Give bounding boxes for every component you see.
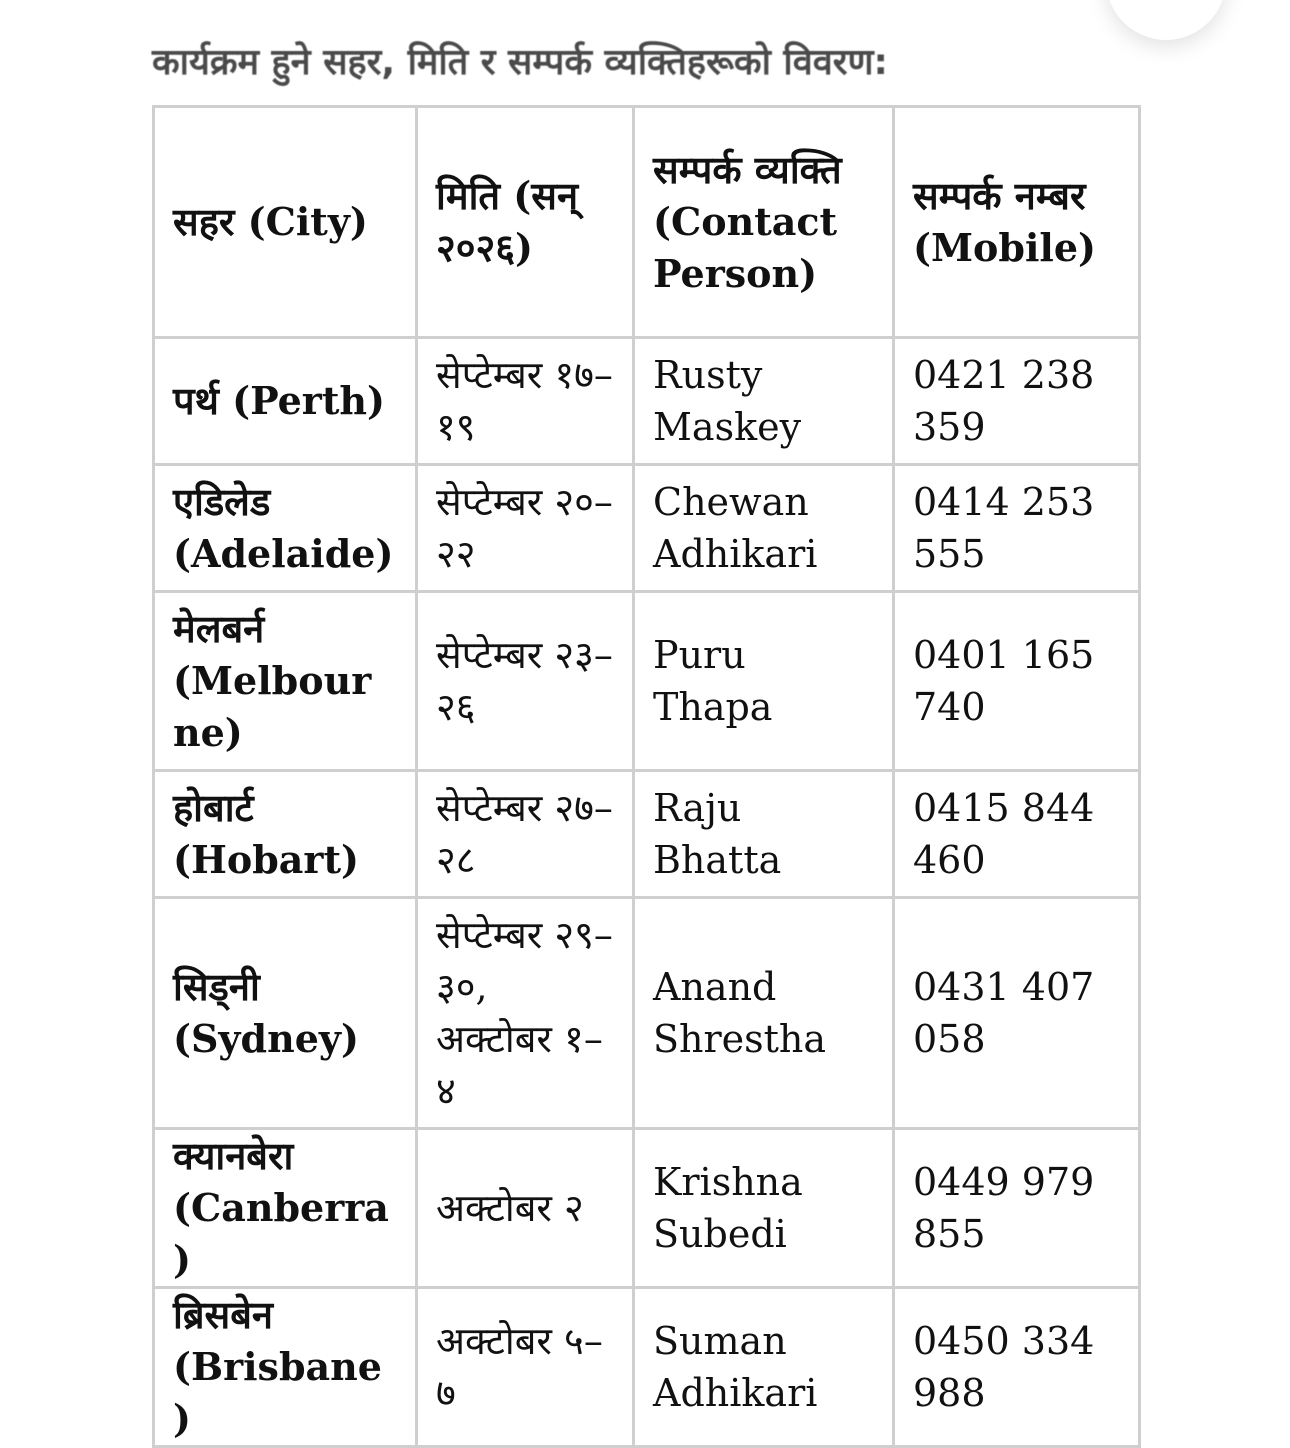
header-date: मिति (सन् २०२६)	[417, 107, 634, 338]
cell-contact: Anand Shrestha	[634, 898, 894, 1129]
cell-contact: Puru Thapa	[634, 592, 894, 771]
table-row	[154, 898, 1140, 1129]
cell-mobile: 0450 334 988	[894, 1288, 1140, 1447]
cell-date: अक्टोबर ५–७	[417, 1288, 634, 1447]
cell-city: एडिलेड (Adelaide)	[154, 465, 417, 592]
cell-mobile: 0401 165 740	[894, 592, 1140, 771]
cell-date: सेप्टेम्बर २३–२६	[417, 592, 634, 771]
cell-city: क्यानबेरा (Canberra)	[154, 1129, 417, 1288]
schedule-table	[152, 105, 1141, 1448]
table-row	[154, 465, 1140, 592]
cell-city: होबार्ट (Hobart)	[154, 771, 417, 898]
table-row	[154, 338, 1140, 465]
cell-date: सेप्टेम्बर २९–३०, अक्टोबर १–४	[417, 898, 634, 1129]
cell-contact: Chewan Adhikari	[634, 465, 894, 592]
header-mobile: सम्पर्क नम्बर (Mobile)	[894, 107, 1140, 338]
table-row	[154, 771, 1140, 898]
cell-contact: Suman Adhikari	[634, 1288, 894, 1447]
header-city: सहर (City)	[154, 107, 417, 338]
cell-date: अक्टोबर २	[417, 1129, 634, 1288]
cell-mobile: 0415 844 460	[894, 771, 1140, 898]
table-row	[154, 592, 1140, 771]
cell-contact: Krishna Subedi	[634, 1129, 894, 1288]
cell-city: ब्रिसबेन (Brisbane)	[154, 1288, 417, 1447]
cell-mobile: 0449 979 855	[894, 1129, 1140, 1288]
cell-mobile: 0431 407 058	[894, 898, 1140, 1129]
table-row	[154, 1129, 1140, 1288]
cell-city: मेलबर्न (Melbourne)	[154, 592, 417, 771]
table-row	[154, 1288, 1140, 1447]
cell-mobile: 0421 238 359	[894, 338, 1140, 465]
cell-contact: Raju Bhatta	[634, 771, 894, 898]
section-heading: कार्यक्रम हुने सहर, मिति र सम्पर्क व्यक्तिहरूको विवरण:	[152, 42, 888, 83]
cell-date: सेप्टेम्बर १७–१९	[417, 338, 634, 465]
cell-mobile: 0414 253 555	[894, 465, 1140, 592]
header-contact: सम्पर्क व्यक्ति (Contact Person)	[634, 107, 894, 338]
cell-city: सिड्नी (Sydney)	[154, 898, 417, 1129]
cell-city: पर्थ (Perth)	[154, 338, 417, 465]
corner-circle-decoration	[1106, 0, 1226, 40]
table-header-row	[154, 107, 1140, 338]
cell-date: सेप्टेम्बर २०–२२	[417, 465, 634, 592]
cell-contact: Rusty Maskey	[634, 338, 894, 465]
cell-date: सेप्टेम्बर २७–२८	[417, 771, 634, 898]
